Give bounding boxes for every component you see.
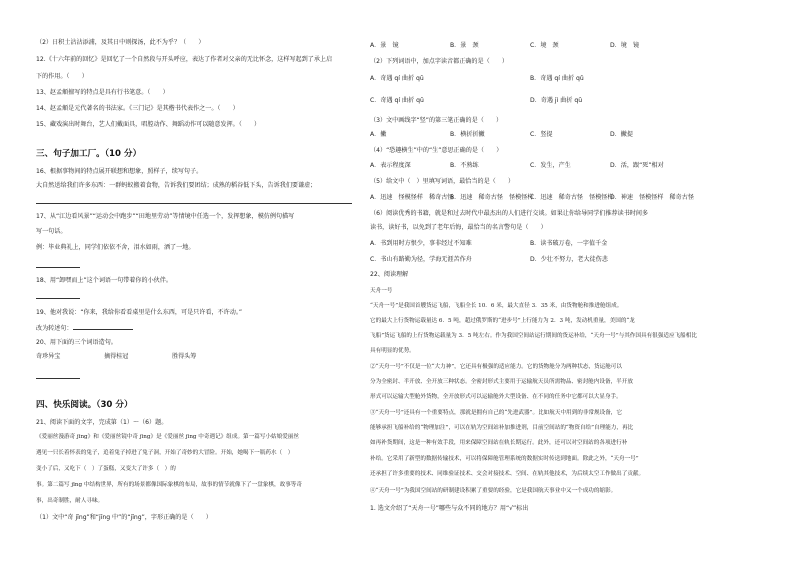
passage-line: 还承担了许多重要的技术、同维验证技术、交会对接技术、空间、在轨其他技术，为后续太空工作做出了贡献。 <box>370 471 645 477</box>
question-line: 下的作用。（ ） <box>36 73 88 80</box>
answer-blank[interactable] <box>73 324 133 330</box>
passage-line: 如再补货期间，这是一种有效手段，用来保障空间站在轨长期运行。此外，还可以对空间站的各项进行补 <box>370 440 628 446</box>
question-6-line: （6）阅读优秀的书籍，就是和过去时代中最杰出的人们进行交谈。如果让你给导同学们推荐读书时间多 <box>370 210 649 217</box>
q17-example: 例：毕业典礼上，同学们依依不舍，泪水如雨，洒了一地。 <box>36 244 195 251</box>
q21: 21、阅读下面的文字，完成第（1）～（6）题。 <box>36 419 168 426</box>
question-5: （5）给文中（ ）里填写词语，最恰当的是（ ） <box>370 178 515 185</box>
section-4-title: 四、快乐阅读。（30 分） <box>36 400 133 410</box>
question-6-line: 读书，读好书，以免到了老年后悔，最恰当的名言警句是（ ） <box>370 224 547 231</box>
option[interactable]: B．奇遇 qí 曲折 qǔ <box>530 75 584 82</box>
answer-line[interactable] <box>36 378 80 379</box>
passage-line: 变小了后，又吃下（ ）了蛋糕，又变大了许多（ ）的 <box>36 466 176 472</box>
passage-line: ②“天舟一号”不仅是一位“大力神”，它还具有极强的适应能力。它的货物舱分为两种状态，货运舱可以 <box>370 364 622 370</box>
answer-line[interactable] <box>36 203 352 204</box>
q21-1: （1）文中“奇 jīng”和“jīng 中”的“jīng”，字形正确的是（ ） <box>36 514 212 521</box>
passage-line: 飞船”货运飞船的上行货物运载量为 3．5 吨左右。作为我国空间站运行期间的货运补给，“天舟一号”与其作国具有很强适应飞船相比 <box>370 333 697 339</box>
option[interactable]: C．迅速 稀奇古怪 怪模怪样 <box>530 194 614 201</box>
option[interactable]: A．奇遇 qí 曲折 qū <box>370 75 424 82</box>
passage-line: 能够承担飞船补给的“物理加注”，可以在轨为空间站补加推进剂，目前空间站的“物资自给”自理能力，再比 <box>370 425 634 431</box>
q16-line: 大自然送给我们许多东西：一群蚂蚁搬着食物，告诉我们要团结；成熟的稻谷低下头，告诉我们要谦虚； <box>36 182 317 189</box>
answer-line[interactable] <box>36 298 80 299</box>
q20-word: 摘得桂冠 <box>104 353 129 360</box>
section-3-title: 三、句子加工厂。（10 分） <box>36 149 142 159</box>
passage-line: 它的最大上行货物运载量达 6．5 吨，超过俄罗斯的“进步号”上行能力为 2．3 吨，发动机重量，美国的“龙 <box>370 318 635 324</box>
passage-title: 天舟一号 <box>370 288 393 294</box>
passage-line: 补给。它采用了新型的数据传输技术，可以将保障舱管理系统的数据实时传送到地面。除此之外，“天舟一号” <box>370 456 639 462</box>
option[interactable]: D．少壮不努力，老大徒伤悲 <box>530 256 608 263</box>
q19-rewrite-label: 改为转述句： <box>36 325 73 332</box>
option[interactable]: B．不熟练 <box>450 162 479 169</box>
q16-line: 16、根据事物间的特点展开联想和想象，照样子，续写句子。 <box>36 168 203 175</box>
q20-word: 奇珍异宝 <box>36 353 61 360</box>
answer-line[interactable] <box>36 267 80 268</box>
q20-word: 胜得头筹 <box>172 353 197 360</box>
option[interactable]: A．表示程度深 <box>370 162 411 169</box>
question-4: （4）“恐趣横生”中的“生”意思正确的是（ ） <box>370 147 503 154</box>
question-22-1: 1. 选文介绍了“天舟一号”哪些与众不同的地方？用“√”标出 <box>370 505 529 512</box>
passage-line: 事。第二篇写 jīng 中结构世界，所有的场景都像国际象棋的布局，故事的情节就像下了一盘象棋，故事等奇 <box>36 482 302 488</box>
option[interactable]: D．撇提 <box>610 131 633 138</box>
passage-line: 《爱丽丝漫游奇 jīng》和《爱丽丝镜中奇 jīng》是《爱丽丝 jīng 中奇遇记》组成。第一篇写小姑娘爱丽丝 <box>36 434 299 440</box>
q20: 20、用下面的三个词语造句。 <box>36 339 117 346</box>
passage-line: ④“天舟一号”为我国空间站的研制建设积累了重要的经验，它是我国航天事业中又一个成功的缩影。 <box>370 488 617 494</box>
question-3: （3）文中画线字“竖”的第三笔正确的是（ ） <box>370 117 503 124</box>
option[interactable]: C．奇遇 qí 曲折 qū <box>370 97 424 104</box>
passage-line: 事，出奇制胜，耐人寻味。 <box>36 498 104 504</box>
option[interactable]: C．书山有路勤为径，学海无涯苦作舟 <box>370 256 472 263</box>
option[interactable]: C．竖提 <box>530 131 553 138</box>
q18: 18、用“卸嘿而上”这个词语一句带着你的小伙伴。 <box>36 277 172 284</box>
passage-line: “天舟一号”是我国首艘货运飞船，飞船全长 10．6 米，最大直径 3．35 米，由货物舱和推进舱组成。 <box>370 303 623 309</box>
question-line: 13、赵孟頫擅写的特点是具有行书笔意。（ ） <box>36 89 169 96</box>
option[interactable]: A．撇 <box>370 131 387 138</box>
option[interactable]: A．景 镜 <box>370 42 399 49</box>
question-22: 22、阅读理解 <box>370 271 409 278</box>
option[interactable]: B．读书破万卷，一字值千金 <box>530 240 608 247</box>
passage-line: 形式可以运输大型舱外货物，全开放形式可以运输舱外大型设备、在不同的任务中它都可以大显身手。 <box>370 394 622 400</box>
passage-line: 具有明显的优势。 <box>370 348 415 354</box>
question-line: 15、藏戏演出时舞台，艺人们戴面具，唱腔动作、舞蹈动作可以随意发挥。（ ） <box>36 121 261 128</box>
option[interactable]: B．横折折撇 <box>450 131 485 138</box>
option[interactable]: D．神速 怪模怪样 稀奇古怪 <box>610 194 694 201</box>
passage-line: 遇见一只长着怀表的兔子，追着兔子掉进了兔子洞，开始了奇妙的大冒险。开始，她喝下一瓶药水（ ） <box>36 450 294 456</box>
option[interactable]: B．景 颈 <box>450 42 479 49</box>
option[interactable]: B．迅速 稀奇古怪 怪模怪样 <box>450 194 534 201</box>
q19-line <box>36 324 133 332</box>
option[interactable]: D．境 镜 <box>610 42 640 49</box>
q17-line: 写一句话。 <box>36 228 67 235</box>
q19-line: 19、他对我说：“你来，我给你看看桌里是什么东西，可是只许看，不许动。” <box>36 309 243 316</box>
option[interactable]: D．奇遇 jì 曲折 qū <box>530 97 583 104</box>
question-2: （2）下列词语中，加点字读音都正确的是（ ） <box>370 58 508 65</box>
option[interactable]: C．发生，产生 <box>530 162 571 169</box>
passage-line: ③“天舟一号”还具有一个重要特点，那就是拥有自己的“先进武器”。比如航天中用到的非常规设备，它 <box>370 410 622 416</box>
option[interactable]: C．境 颈 <box>530 42 559 49</box>
question-line: 14、赵孟頫是元代著名的书法家。《三门记》是其楷书代表作之一。（ ） <box>36 105 239 112</box>
question-line: 12.《十六年前的回忆》是回忆了一个自然段与开头呼应，表达了作者对父亲的无比怀念，这样写起到了承上启 <box>36 56 333 63</box>
passage-line: 分为全密封、半开放、全开放三种状态。全密封形式主要用于运输航天员所需物品、密封舱内设备，半开放 <box>370 379 633 385</box>
question-line: （2）日积土沾沾添浦，及其日中则探汤，此不为乎？（ ） <box>36 39 205 46</box>
q17-line: 17、从“江边看风景”“运动会中跑步”“田地里劳动”等情境中任选一个，发挥想象，模仿例句描写 <box>36 213 295 220</box>
option[interactable]: D．活，跟“死”相对 <box>610 162 664 169</box>
option[interactable]: A．迅速 怪模怪样 稀奇古怪 <box>370 194 454 201</box>
option[interactable]: A．书到用时方恨少，事非经过不知难 <box>370 240 472 247</box>
